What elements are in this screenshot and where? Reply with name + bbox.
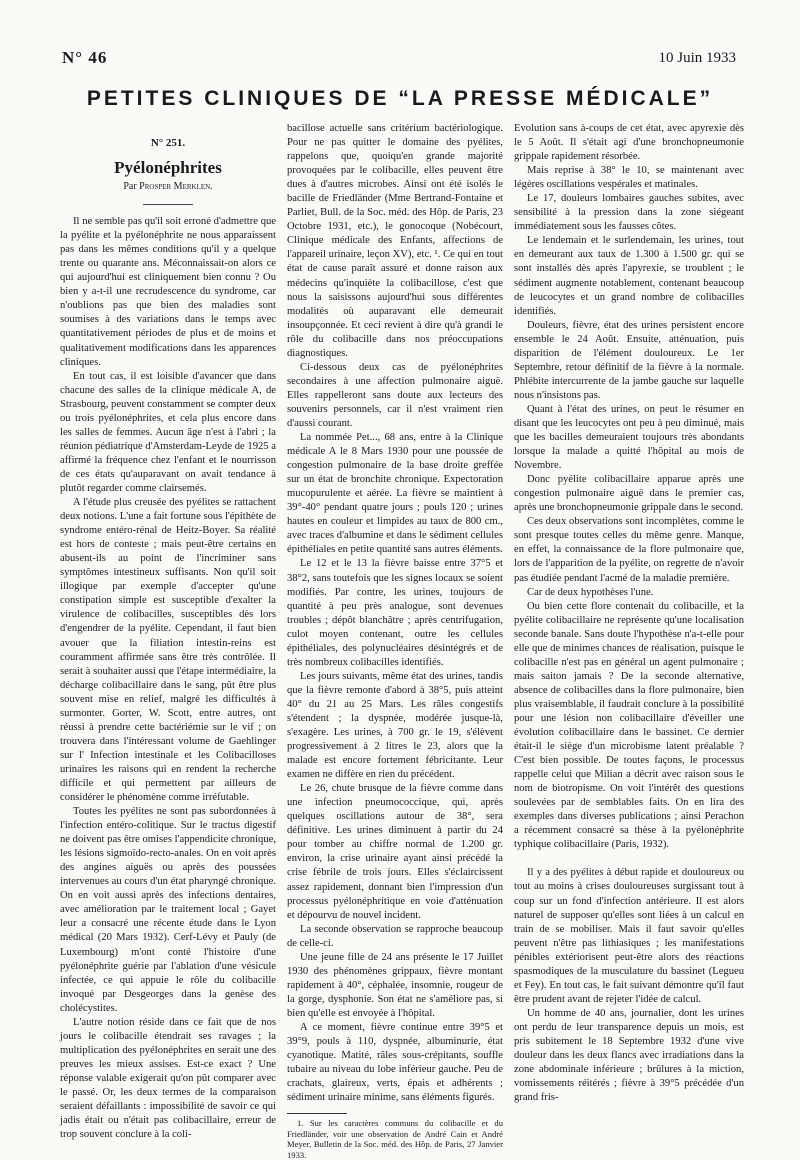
masthead-title: PETITES CLINIQUES DE “LA PRESSE MÉDICALE” <box>86 87 714 110</box>
footnote: 1. Sur les caractères communs du colibacille et du Friedländer, voir une observation de André Cain et André Meyer, Bulletin de la Soc. méd. des Hôp. de Paris, 27 Janvier 1933. <box>287 1118 503 1160</box>
paragraph: Douleurs, fièvre, état des urines persistent encore ensemble le 24 Août. Ensuite, atténuation, puis disparition de l'élément douloureux. Le 1er Septembre, retour définitif de la fièvre à la normale. Phlébite intercurrente de la jambe gauche sur laquelle nous n'insistons pas. <box>514 319 744 401</box>
paragraph: Ces deux observations sont incomplètes, comme le sont presque toutes celles du même genre. Manque, en effet, la connaissance de la flore pulmonaire que, lors de l'apparition de la pyélite, on regrette de n'avoir pas étudiée pendant l'acmé de la maladie première. <box>514 516 744 584</box>
author-name: Prosper Merklen. <box>139 181 213 193</box>
paragraph: Donc pyélite colibacillaire apparue après une congestion pulmonaire aiguë dans le premier cas, après une bronchopneumonie grippale dans le second. <box>514 474 744 514</box>
paragraph: Ci-dessous deux cas de pyélonéphrites secondaires à une affection pulmonaire aiguë. Elles rappelleront sans doute aux lecteurs des souvenirs personnels, car il n'est vraiment rien d'aussi courant. <box>287 361 503 429</box>
paragraph: Il ne semble pas qu'il soit erroné d'admettre que la pyélite et la pyélonéphrite ne nous apparaissent pas dans les mêmes conditions qu'il y a quelque trente ou quarante ans. Méconnaissait-on alors ce qui aujourd'hui est cliniquement bien connu ? Ou bien y a-t-il une recrudescence du syndrome, car n'oublions pas que bien des maladies sont soumises à des variations dans le temps avec quantitativement périodes de plus et de moins et qualitativement modifications dans les apparences cliniques. <box>60 216 276 368</box>
column-2 <box>287 122 503 1160</box>
article-author <box>60 180 276 194</box>
paragraph: Toutes les pyélites ne sont pas subordonnées à l'infection entéro-colitique. Sur le tractus digestif ne doivent pas être omises l'appendicite chronique, les lésions sigmoïdo-recto-anales. On en voit après des angines aiguës ou après des poussées intervenues au cours d'un état pharyngé chronique. On en voit aussi après des infections dentaires, avec amélioration par le traitement local ; Gayet leur a consacré une récente étude dans le Lyon médical (20 Mars 1932). Cerf-Lévy et Pauly (de Luxembourg) m'ont conté l'histoire d'une pyélonéphrite guérie par l'ablation d'une vésicule infectée, ce qui appuie le rôle du colibacille invoqué par Desgeorges dans la genèse des cholécystites. <box>60 806 276 1014</box>
column-3 <box>514 122 744 1105</box>
paragraph: Le lendemain et le surlendemain, les urines, tout en demeurant aux taux de 1.300 à 1.500 gr. qui se sont installés dès après l'apyrexie, se troublent ; le sédiment augmente notablement, contenant beaucoup de leucocytes et un grand nombre de colibacilles identifiés. <box>514 235 744 317</box>
article-number: N° 251. <box>150 137 186 149</box>
author-prefix: Par <box>123 181 137 193</box>
paragraph: Quant à l'état des urines, on peut le résumer en disant que les leucocytes ont peu à peu diminué, mais que les bacilles demeuraient toujours très abondants lorsque la malade a quitté l'hôpital au mois de Novembre. <box>514 403 744 472</box>
title-divider <box>143 204 193 205</box>
footnote-rule <box>287 1113 347 1114</box>
paragraph: Les jours suivants, même état des urines, tandis que la fièvre remonte d'abord à 38°5, puis atteint 40° du 21 au 25 Mars. Les râles congestifs s'étendent ; la dyspnée, modérée jusque-là, s'exagère. Les urines, à 700 gr. le 19, s'élèvent progressivement à 2 litres le 23, alors que la malade est encore fortement fébricitante. Leur examen ne diffère en rien du précédent. <box>287 670 503 781</box>
paragraph: Le 17, douleurs lombaires gauches subites, avec sensibilité à la pression dans la zone siégeant immédiatement sous les fausses côtes. <box>514 193 744 233</box>
paragraph: L'autre notion réside dans ce fait que de nos jours le colibacille étendrait ses ravages ; la multiplication des pyélonéphrites en serait une des preuves les mieux assises. Est-ce exact ? Une réponse valable exigerait qu'on pût comparer avec le passé. Or, les deux termes de la comparaison seraient défaillants : impossibilité de savoir ce qui jadis était ou n'était pas colibacillaire, erreur de trop souvent conclure à la coli- <box>60 1016 276 1141</box>
issue-number: N° 46 <box>62 48 108 67</box>
paragraph: Car de deux hypothèses l'une. <box>527 586 654 598</box>
issue-date: 10 Juin 1933 <box>658 50 736 66</box>
paragraph: En tout cas, il est loisible d'avancer que dans chacune des salles de la clinique médicale A, de Strasbourg, peuvent constamment se compter deux ou trois pyélonéphrites, et cela plus encore dans les salles de femmes. Aucun âge n'est à l'abri ; la réunion pédiatrique d'Amsterdam-Leyde de 1925 a affirmé la fréquence chez l'enfant et le nourrisson de ces états qu'auparavant on avait tendance à plutôt regarder comme clairsemés. <box>60 370 276 494</box>
paragraph: A ce moment, fièvre continue entre 39°5 et 39°9, pouls à 110, dyspnée, albuminurie, état cyanotique. Matité, râles sous-crépitants, souffle tubaire au niveau du lobe inférieur gauche. Peu de crachats, glaireux, verts, épais et adhérents ; sédiment urinaire minime, sans éléments figurés. <box>287 1022 503 1104</box>
paragraph: Evolution sans à-coups de cet état, avec apyrexie dès le 5 Août. Il s'était agi d'une bronchopneumonie grippale rapidement résorbée. <box>514 123 744 163</box>
paragraph: Ou bien cette flore contenait du colibacille, et la pyélite colibacillaire ne représente qu'une localisation seconde banale. Sans doute l'hypothèse n'a-t-elle pour elle que de minimes chances de réalisation, puisque le colibacille n'est pas en général un agent pulmonaire ; mais saiton jamais ? De la seconde alternative, absence de colibacilles dans la flore pulmonaire, bien plus vraisemblable, il faudrait conclure à la possibilité pour une lésion non colibacillaire d'éveiller une évolution colibacillaire dans le bassinet. Ce dernier était-il le siège d'un microbisme latent préalable ? C'est bien possible. De toutes façons, le processus rappelle celui que Milian a décrit avec raison sous le nom de biotropisme. On voit l'intérêt des questions soulevées par de semblables faits. On en lira des exemples dans diverses publications ; ainsi Perachon a récemment consacré sa thèse à la pyélonéphrite typhique colibacillaire (Paris, 1932). <box>514 600 744 851</box>
paragraph: Un homme de 40 ans, journalier, dont les urines ont perdu de leur transparence depuis un mois, est pris subitement le 18 Septembre 1932 d'une vive douleur dans les deux flancs avec irradiations dans la zone abdominale inférieure ; brûlures à la miction, vomissements réitérés ; fièvre à 39°5 précédée d'un grand fris- <box>514 1007 744 1104</box>
paragraph: Le 12 et le 13 la fièvre baisse entre 37°5 et 38°2, sans toutefois que les signes locaux se soient modifiés. Par contre, les urines, toujours de quantité à peu près analogue, sont devenues troubles ; dépôt blanchâtre ; après centrifugation, culot moyen contenant, outre les cellules épithéliales, des polynucléaires désintégrés et de très nombreux colibacilles identifiés. <box>287 558 503 668</box>
section-gap <box>514 852 744 866</box>
paragraph: A l'étude plus creusée des pyélites se rattachent deux notions. L'une a fait fortune sous l'épithète de syndrome entéro-rénal de Heitz-Boyer. Sa réalité est hors de conteste ; mais peut-être certains en abusent-ils au point de l'incriminer sans symptômes intestineux suffisants. Non qu'il soit illogique par exemple d'accepter qu'une constipation simple est susceptible d'exalter la virulence de colibacilles, susceptibles dès lors d'engendrer de la pyélite. Cependant, il faut bien avouer que la filiation intestin-reins est couramment affirmée sans être très contrôlée. Il serait à souhaiter aussi que l'étape intermédiaire, la décharge colibacillaire dans le sang, pût être plus souvent mise en relief, malgré les difficultés à surmonter. Gorter, W. Scott, entre autres, ont réussi à prendre cette bactériémie sur le vif ; on trouvera dans l'intéressant volume de Gaehlinger sur l' Infection intestinale et les Colibacilloses urinaires les raisons qui en rendent la recherche difficile et qui permettent par ailleurs de considérer le phénomène comme irréfutable. <box>60 497 276 804</box>
paragraph: Il y a des pyélites à début rapide et douloureux ou tout au moins à crises douloureuses surgissant tout à coup sur un fond d'infection antérieure. Il est alors naturel de supposer qu'elles sont liées à un calcul en train de se mobiliser. Mais il faut savoir qu'elles peuvent n'être pas lithiasiques ; les manifestations pénibles extériorisent peut-être alors des réactions spasmodiques de la musculature du bassinet (Legueu et Fey). En tout cas, le fait suivant démontre qu'il faut être prudent avant de rejeter l'idée de calcul. <box>514 867 744 1005</box>
column-1 <box>60 122 276 1142</box>
article-title: Pyélonéphrites <box>114 158 222 178</box>
paragraph: Mais reprise à 38° le 10, se maintenant avec légères oscillations vespérales et matinales. <box>514 165 744 191</box>
paragraph: bacillose actuelle sans critérium bactériologique. Pour ne pas quitter le domaine des pyélites, rappelons que, quoiqu'en grande majorité provoquées par le colibacille, elles peuvent être dues à d'autres microbes. Ainsi ont été isolés le bacille de Friedländer (Mme Bertrand-Fontaine et Parliet, Bull. de la Soc. méd. des Hôp. de Paris, 23 Octobre 1931, etc.), le gonocoque (Nobécourt, Clinique médicale des Enfants, affections de l'appareil urinaire, leçon XV), etc. ¹. Ce qui en tout état de cause paraît assuré et donne raison aux médecins qu'inquiète la colibacillose, c'est que nous la saisissons aujourd'hui sous différentes modalités où auparavant elle demeurait insoupçonnée. Et ceci revient à dire qu'à grandi le rôle du colibacille dans nos préoccupations diagnostiques. <box>287 123 503 359</box>
paragraph: La nommée Pet..., 68 ans, entre à la Clinique médicale A le 8 Mars 1930 pour une poussée de congestion pulmonaire de la base droite greffée sur un état de bronchite chronique. Expectoration mucopurulente et aérée. La fièvre se maintient à 39°-40° pendant quatre jours ; pouls 120 ; urines hautes en couleur et limpides au taux de 800 cm., avec traces d'albumine et dans le sédiment cellules épithéliales en petite quantité sans autres éléments. <box>287 432 503 556</box>
paragraph: La seconde observation se rapproche beaucoup de celle-ci. <box>287 923 503 949</box>
paragraph: Une jeune fille de 24 ans présente le 17 Juillet 1930 des phénomènes grippaux, fièvre montant rapidement à 40°, céphalée, insomnie, rougeur de la gorge, dysphonie. Son état ne s'améliore pas, si bien qu'elle est envoyée à l'hôpital. <box>287 951 503 1019</box>
paragraph: Le 26, chute brusque de la fièvre comme dans une infection pneumococcique, qui, après quelques oscillations autour de 38°, sera définitive. Les urines diminuent à partir du 24 pour tomber au chiffre normal de 1.200 gr. environ, la crise urinaire ayant ainsi précédé la crise fébrile de trois jours. Elles s'éclaircissent assez rapidement, donnant bien l'impression d'un processus pyélonéphritique en voie d'atténuation et dépourvu de nouvel incident. <box>287 783 503 921</box>
